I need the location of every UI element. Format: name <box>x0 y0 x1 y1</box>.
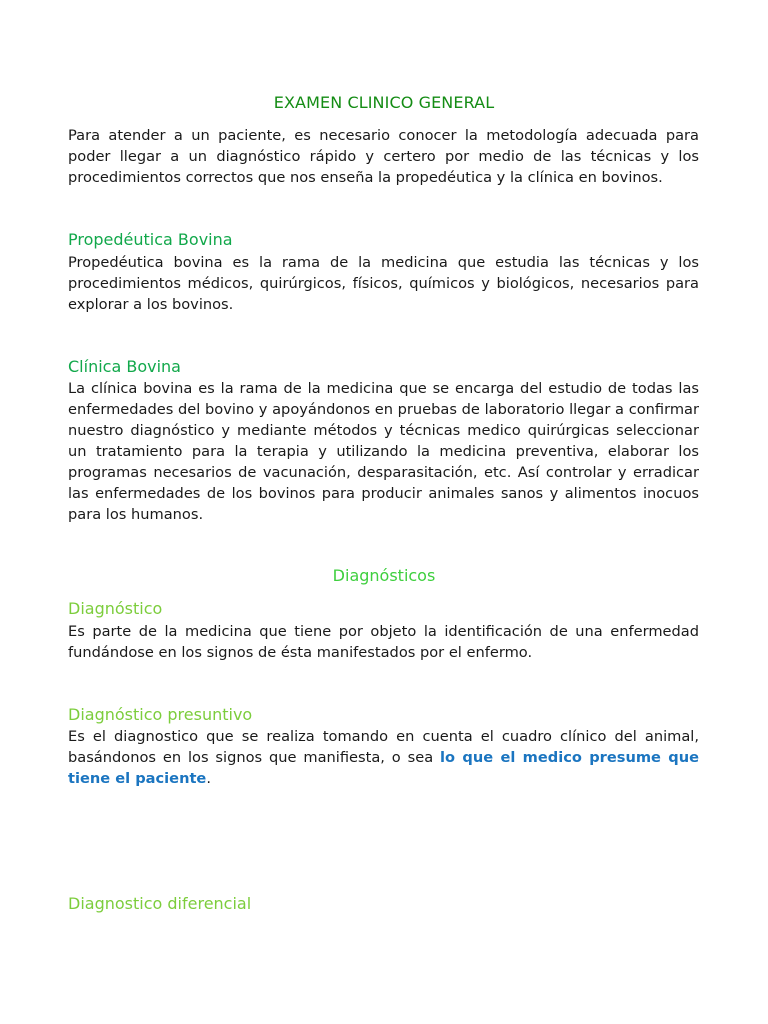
paragraph-clinica: La clínica bovina es la rama de la medicina que se encarga del estudio de todas las enfermedades del bovino y apoyándonos en pruebas de laboratorio llegar a confirmar nuestro diagnóstico y mediante métodos y técnicas medico quirúrgicas seleccionar un tratamiento para la terapia y utilizando la medicina preventiva, elaborar los programas necesarios de vacunación, desparasitación, etc. Así controlar y erradicar las enfermedades de los bovinos para producir animales sanos y alimentos inocuos para los humanos. <box>68 380 699 523</box>
paragraph-propedeutica: Propedéutica bovina es la rama de la medicina que estudia las técnicas y los procedimientos médicos, quirúrgicos, físicos, químicos y biológicos, necesarios para explorar a los bovinos. <box>68 254 699 313</box>
heading-diagnostico-presuntivo: Diagnóstico presuntivo <box>68 705 253 724</box>
paragraph-diagnostico-presuntivo <box>68 726 699 789</box>
section-title-diagnosticos: Diagnósticos <box>332 566 436 585</box>
presuntivo-text-before: Es el diagnostico que se realiza tomando en cuenta el cuadro clínico del animal, basándonos en los signos que manifiesta, o sea <box>68 728 699 766</box>
intro-paragraph: Para atender a un paciente, es necesario conocer la metodología adecuada para poder llegar a un diagnóstico rápido y certero por medio de las técnicas y los procedimientos correctos que nos enseña la propedéutica y la clínica en bovinos. <box>68 127 699 186</box>
heading-propedeutica: Propedéutica Bovina <box>68 230 233 249</box>
heading-diagnostico: Diagnóstico <box>68 599 163 618</box>
document-title: EXAMEN CLINICO GENERAL <box>273 93 495 112</box>
heading-diagnostico-diferencial: Diagnostico diferencial <box>68 894 252 913</box>
paragraph-diagnostico: Es parte de la medicina que tiene por objeto la identificación de una enfermedad fundándose en los signos de ésta manifestados por el enfermo. <box>68 623 699 661</box>
presuntivo-highlight: lo que el medico presume que tiene el paciente <box>68 749 699 787</box>
presuntivo-text-after: . <box>206 770 211 787</box>
heading-clinica: Clínica Bovina <box>68 357 181 376</box>
